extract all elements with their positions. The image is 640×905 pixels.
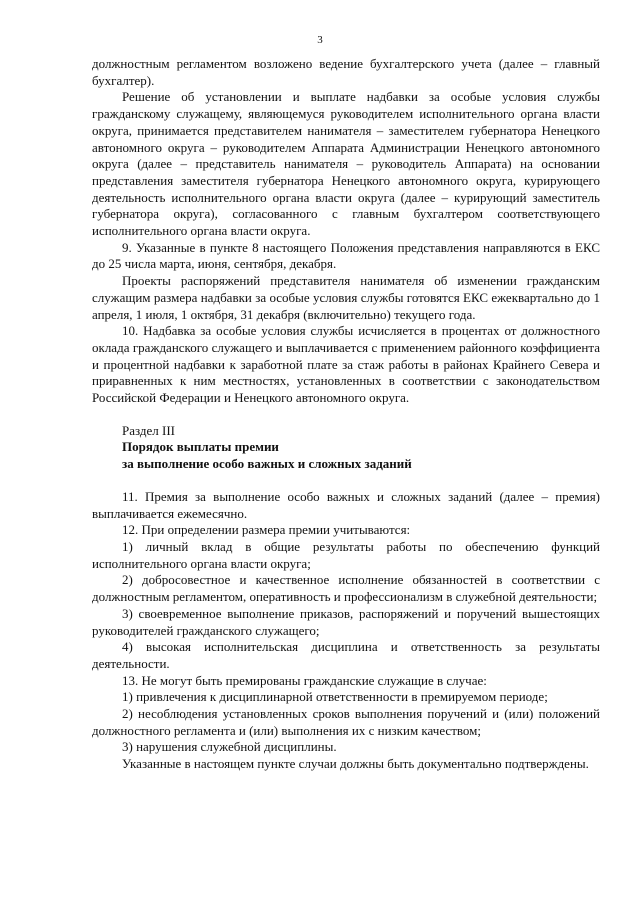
list-item: 1) личный вклад в общие результаты работы по обеспечению функций исполнительного органа власти округа; — [92, 538, 600, 571]
list-item: 2) добросовестное и качественное исполнение обязанностей в соответствии с должностным регламентом, оперативность и профессионализм в служебной деятельности; — [92, 572, 600, 605]
paragraph: должностным регламентом возложено ведение бухгалтерского учета (далее – главный бухгалтер). — [92, 56, 600, 88]
paragraph: Проекты распоряжений представителя нанимателя об изменении гражданским служащим размера надбавки за особые условия службы готовятся ЕКС ежеквартально до 1 апреля, 1 июля, 1 октября, 31 декабря (включительно) текущего года. — [92, 273, 600, 322]
paragraph: Указанные в настоящем пункте случаи должны быть документально подтверждены. — [122, 756, 589, 772]
section-title-line-2: за выполнение особо важных и сложных заданий — [122, 456, 412, 472]
list-item: 2) несоблюдения установленных сроков выполнения поручений и (или) положений должностного регламента и (или) выполнения их с низким качеством; — [92, 706, 600, 738]
paragraph: 9. Указанные в пункте 8 настоящего Положения представления направляются в ЕКС до 25 числа марта, июня, сентября, декабря. — [92, 239, 600, 272]
list-item: 1) привлечения к дисциплинарной ответственности в премируемом периоде; — [122, 689, 548, 705]
list-item: 4) высокая исполнительская дисциплина и ответственность за результаты деятельности. — [92, 639, 600, 671]
paragraph: 12. При определении размера премии учитываются: — [122, 522, 411, 538]
paragraph: 11. Премия за выполнение особо важных и сложных заданий (далее – премия) выплачивается ежемесячно. — [92, 488, 600, 521]
paragraph: 10. Надбавка за особые условия службы исчисляется в процентах от должностного оклада гражданского служащего и выплачивается с применением районного коэффициента и процентной надбавки к заработной плате за стаж работы в районах Крайнего Севера и приравненных к ним местностях, установленных в соответствии с законодательством Российской Федерации и Ненецкого автономного округа. — [92, 323, 600, 406]
paragraph: 13. Не могут быть премированы гражданские служащие в случае: — [122, 672, 487, 688]
document-body — [92, 56, 600, 773]
list-item: 3) нарушения служебной дисциплины. — [122, 739, 337, 755]
page-number: 3 — [317, 34, 323, 46]
section-number: Раздел III — [122, 422, 176, 438]
section-title-line-1: Порядок выплаты премии — [122, 439, 279, 455]
list-item: 3) своевременное выполнение приказов, распоряжений и поручений вышестоящих руководителей гражданского служащего; — [92, 605, 600, 638]
paragraph: Решение об установлении и выплате надбавки за особые условия службы гражданскому служащему, являющемуся руководителем исполнительного органа власти округа, принимается представителем нанимателя – заместителем губернатора Ненецкого автономного округа – руководителем Аппарата Администрации Ненецкого автономного округа (далее – представитель нанимателя – руководитель Аппарата) на основании представления заместителя губернатора Ненецкого автономного округа, курирующего деятельность исполнительного органа власти округа (далее – курирующий заместитель губернатора округа), согласованного с главным бухгалтером соответствующего исполнительного органа власти округа. — [92, 89, 600, 239]
